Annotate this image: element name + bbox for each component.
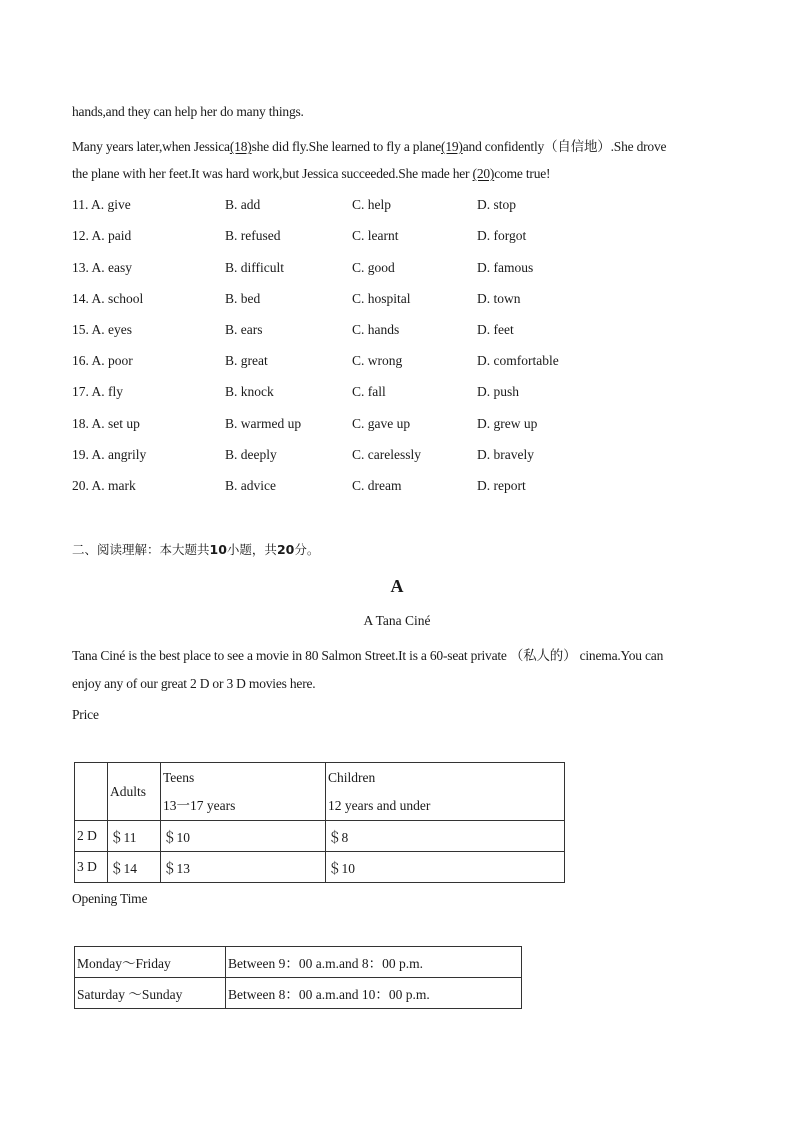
heading-text: 小题，共 [226,542,277,557]
option-d: D. stop [477,197,517,212]
option-a: 19. A. angrily [72,447,147,462]
opening-table [74,946,522,1009]
table-row [75,852,565,883]
option-c: C. help [352,197,391,212]
option-b: B. knock [225,384,274,399]
table-cell: 3 D [75,852,108,883]
heading-text: 二、阅读理解：本大题共 [72,542,210,557]
option-c: C. fall [352,384,386,399]
passage-text: and confidently（自信地）.She drove [462,139,667,154]
option-b: B. great [225,353,268,368]
option-b: B. bed [225,291,261,306]
option-a: 17. A. fly [72,384,124,399]
option-a: 11. A. give [72,197,131,212]
heading-text: 分。 [294,542,320,557]
option-c: C. hands [352,322,400,337]
table-row [75,947,522,978]
option-c: C. hospital [352,291,411,306]
table-cell: ＄8 [326,821,565,852]
table-cell-empty [75,763,108,821]
table-cell: ＄14 [108,852,161,883]
option-b: B. deeply [225,447,277,462]
option-c: C. gave up [352,416,411,431]
option-a: 15. A. eyes [72,322,132,337]
passage-line-3 [72,166,550,182]
blank-18: (18) [229,139,252,154]
option-b: B. advice [225,478,276,493]
option-b: B. refused [225,228,281,243]
heading-score: 20 [276,542,295,557]
option-row-18 [72,416,722,434]
blank-19: (19) [441,139,463,154]
option-d: D. comfortable [477,353,559,368]
passage-title: A Tana Ciné [363,613,431,628]
option-row-15 [72,322,722,340]
table-cell: Monday～Friday [75,947,226,978]
option-row-12 [72,228,722,246]
section-2-heading [72,540,319,558]
option-a: 13. A. easy [72,260,132,275]
option-c: C. carelessly [352,447,421,462]
passage-text: the plane with her feet.It was hard work,but Jessica succeeded.She made her [72,166,473,181]
option-row-19 [72,447,722,465]
passage-text: she did fly.She learned to fly a plane [251,139,442,154]
option-a: 14. A. school [72,291,144,306]
option-row-16 [72,353,722,371]
option-c: C. wrong [352,353,403,368]
option-d: D. forgot [477,228,527,243]
option-row-17 [72,384,722,402]
option-row-20 [72,478,722,496]
heading-count: 10 [209,542,227,557]
table-cell: Adults [108,763,161,821]
table-cell [326,763,565,821]
option-a: 12. A. paid [72,228,132,243]
option-c: C. dream [352,478,402,493]
option-d: D. famous [477,260,534,275]
table-cell: ＄10 [326,852,565,883]
price-label: Price [72,707,99,722]
intro-line-2: enjoy any of our great 2 D or 3 D movies here. [72,676,316,691]
passage-line-2 [72,135,666,155]
table-cell: Between 9：00 a.m.and 8：00 p.m. [226,947,522,978]
table-cell: ＄13 [161,852,326,883]
option-row-11 [72,197,722,215]
option-d: D. bravely [477,447,534,462]
option-c: C. good [352,260,395,275]
option-d: D. grew up [477,416,538,431]
children-label: Children [328,769,376,785]
table-cell: Between 8：00 a.m.and 10：00 p.m. [226,978,522,1009]
price-table [74,762,565,883]
passage-text: Many years later,when Jessica [72,139,230,154]
passage-text: come true! [494,166,551,181]
table-cell: ＄10 [161,821,326,852]
passage-line-1: hands,and they can help her do many things. [72,104,304,119]
passage-letter: A [390,576,404,596]
option-b: B. ears [225,322,263,337]
teens-age: 13一17 years [163,797,236,813]
option-b: B. difficult [225,260,284,275]
teens-label: Teens [163,769,195,785]
children-age: 12 years and under [328,797,431,813]
table-cell: 2 D [75,821,108,852]
option-row-14 [72,291,722,309]
table-cell: ＄11 [108,821,161,852]
option-c: C. learnt [352,228,399,243]
option-b: B. warmed up [225,416,302,431]
option-a: 18. A. set up [72,416,140,431]
option-d: D. town [477,291,521,306]
opening-label: Opening Time [72,891,148,906]
option-a: 16. A. poor [72,353,133,368]
intro-line-1: Tana Ciné is the best place to see a movie in 80 Salmon Street.It is a 60-seat private （私人的） cinema.You can [72,648,664,663]
option-a: 20. A. mark [72,478,136,493]
option-d: D. report [477,478,526,493]
table-cell [161,763,326,821]
option-row-13 [72,260,722,278]
option-b: B. add [225,197,261,212]
option-d: D. push [477,384,520,399]
table-row [75,978,522,1009]
table-row [75,763,565,821]
table-cell: Saturday ～Sunday [75,978,226,1009]
table-row [75,821,565,852]
blank-20: (20) [472,166,495,181]
option-d: D. feet [477,322,514,337]
